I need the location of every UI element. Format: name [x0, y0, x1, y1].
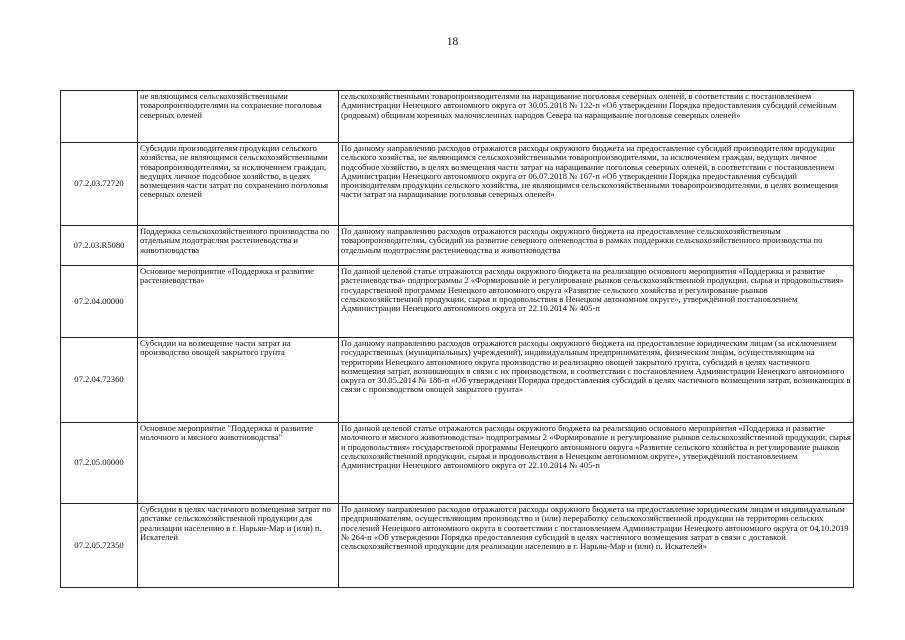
row-name: Основное мероприятие "Поддержка и развитие молочного и мясного животноводства": [138, 423, 339, 504]
row-code: 07.2.03.72720: [61, 143, 138, 226]
table-row: [61, 143, 854, 226]
row-name: Субсидии в целях частичного возмещения затрат по доставке сельскохозяйственной продукции для реализации населению в г. Нарьян-Мар и (или) п. Искателей: [138, 504, 339, 588]
table-row: [61, 266, 854, 338]
row-code: 07.2.05.72350: [61, 504, 138, 588]
row-name: Поддержка сельскохозяйственного производства по отдельным подотраслям растениеводства и животноводства: [138, 226, 339, 266]
row-code: 07.2.03.R5080: [61, 226, 138, 266]
table-row: [61, 91, 854, 143]
row-description: сельскохозяйственными товаропроизводителями на наращивание поголовья северных оленей, в соответствии с постановлением Администрации Ненецкого автономного округа от 30.05.2018 № 122-п «Об утверждении Порядка предоставления субсидий семейным (родовым) общинам коренных малочисленных народов Севера на наращивание поголовья северных оленей»: [339, 91, 854, 143]
row-code: [61, 91, 138, 143]
row-name: Субсидии производителям продукции сельского хозяйства, не являющимся сельскохозяйственными товаропроизводителями, за исключением граждан, ведущих личное подсобное хозяйство, в целях возмещения части затрат по сохранению поголовья северных оленей: [138, 143, 339, 226]
table-row: [61, 423, 854, 504]
row-name: Основное мероприятие «Поддержка и развитие растениеводства»: [138, 266, 339, 338]
row-name: Субсидии на возмещение части затрат на производство овощей закрытого грунта: [138, 338, 339, 423]
table-row: [61, 338, 854, 423]
row-description: По данной целевой статье отражаются расходы окружного бюджета на реализацию основного мероприятия «Поддержка и развитие молочного и мясного животноводства» подпрограммы 2 «Формирование и регулирование рынков сельскохозяйственной продукции, сырья и продовольствия» государственной программы Ненецкого автономного округа «Развитие сельского хозяйства и регулирование рынков сельскохозяйственной продукции, сырья и продовольствия в Ненецком автономном округе», утверждённой постановлением Администрации Ненецкого автономного округа от 22.10.2014 № 405-п: [339, 423, 854, 504]
row-code: 07.2.04.00000: [61, 266, 138, 338]
page-number: 18: [446, 36, 459, 48]
row-description: По данной целевой статье отражаются расходы окружного бюджета на реализацию основного мероприятия «Поддержка и развитие растениеводства» подпрограммы 2 «Формирование и регулирование рынков сельскохозяйственной продукции, сырья и продовольствия» государственной программы Ненецкого автономного округа «Развитие сельского хозяйства и регулирование рынков сельскохозяйственной продукции, сырья и продовольствия в Ненецком автономном округе», утверждённой постановлением Администрации Ненецкого автономного округа от 22.10.2014 № 405-п: [339, 266, 854, 338]
table-row: [61, 226, 854, 266]
row-description: По данному направлению расходов отражаются расходы окружного бюджета на предоставление субсидий производителям продукции сельского хозяйства, не являющимся сельскохозяйственными товаропроизводителями, за исключением граждан, ведущих личное подсобное хозяйство, в целях возмещения части затрат на наращивание поголовья северных оленей, в соответствии с постановлением Администрации Ненецкого автономного округа от 06.07.2018 № 167-п «Об утверждении Порядка предоставления субсидий производителям продукции сельского хозяйства, не являющимся сельскохозяйственными товаропроизводителями, в целях возмещения части затрат на наращивание поголовья северных оленей»: [339, 143, 854, 226]
row-description: По данному направлению расходов отражаются расходы окружного бюджета на предоставление юридическим лицам и индивидуальным предпринимателям, осуществляющим производство и (или) переработку сельскохозяйственной продукции на территории сельских поселений Ненецкого автономного округа в соответствии с постановлением Администрации Ненецкого автономного округа от 04.10.2019 № 264-п «Об утверждении Порядка предоставления субсидий в целях частичного возмещения затрат в связи с доставкой сельскохозяйственной продукции для реализации населению в г. Нарьян-Мар и (или) п. Искателей»: [339, 504, 854, 588]
row-description: По данному направлению расходов отражаются расходы окружного бюджета на предоставление сельскохозяйственным товаропроизводителям, субсидий на развитие северного оленеводства в рамках поддержки сельскохозяйственного производства по отдельным подотраслям растениеводства и животноводства: [339, 226, 854, 266]
budget-classification-table: [60, 90, 854, 588]
row-description: По данному направлению расходов отражаются расходы окружного бюджета на предоставление юридическим лицам (за исключением государственных (муниципальных) учреждений), индивидуальным предпринимателям, физическим лицам, осуществляющим на территории Ненецкого автономного округа производство и реализацию овощей закрытого грунта, субсидий в целях частичного возмещения затрат, возникающих в связи с их производством, в соответствии с постановлением Администрации Ненецкого автономного округа от 30.05.2014 № 186-п «Об утверждении Порядка предоставления субсидий в целях частичного возмещения затрат, возникающих в связи с производством овощей закрытого грунта»: [339, 338, 854, 423]
table-row: [61, 504, 854, 588]
row-code: 07.2.04.72360: [61, 338, 138, 423]
row-code: 07.2.05.00000: [61, 423, 138, 504]
row-name: не являющимся сельскохозяйственными товаропроизводителями на сохранение поголовья северных оленей: [138, 91, 339, 143]
